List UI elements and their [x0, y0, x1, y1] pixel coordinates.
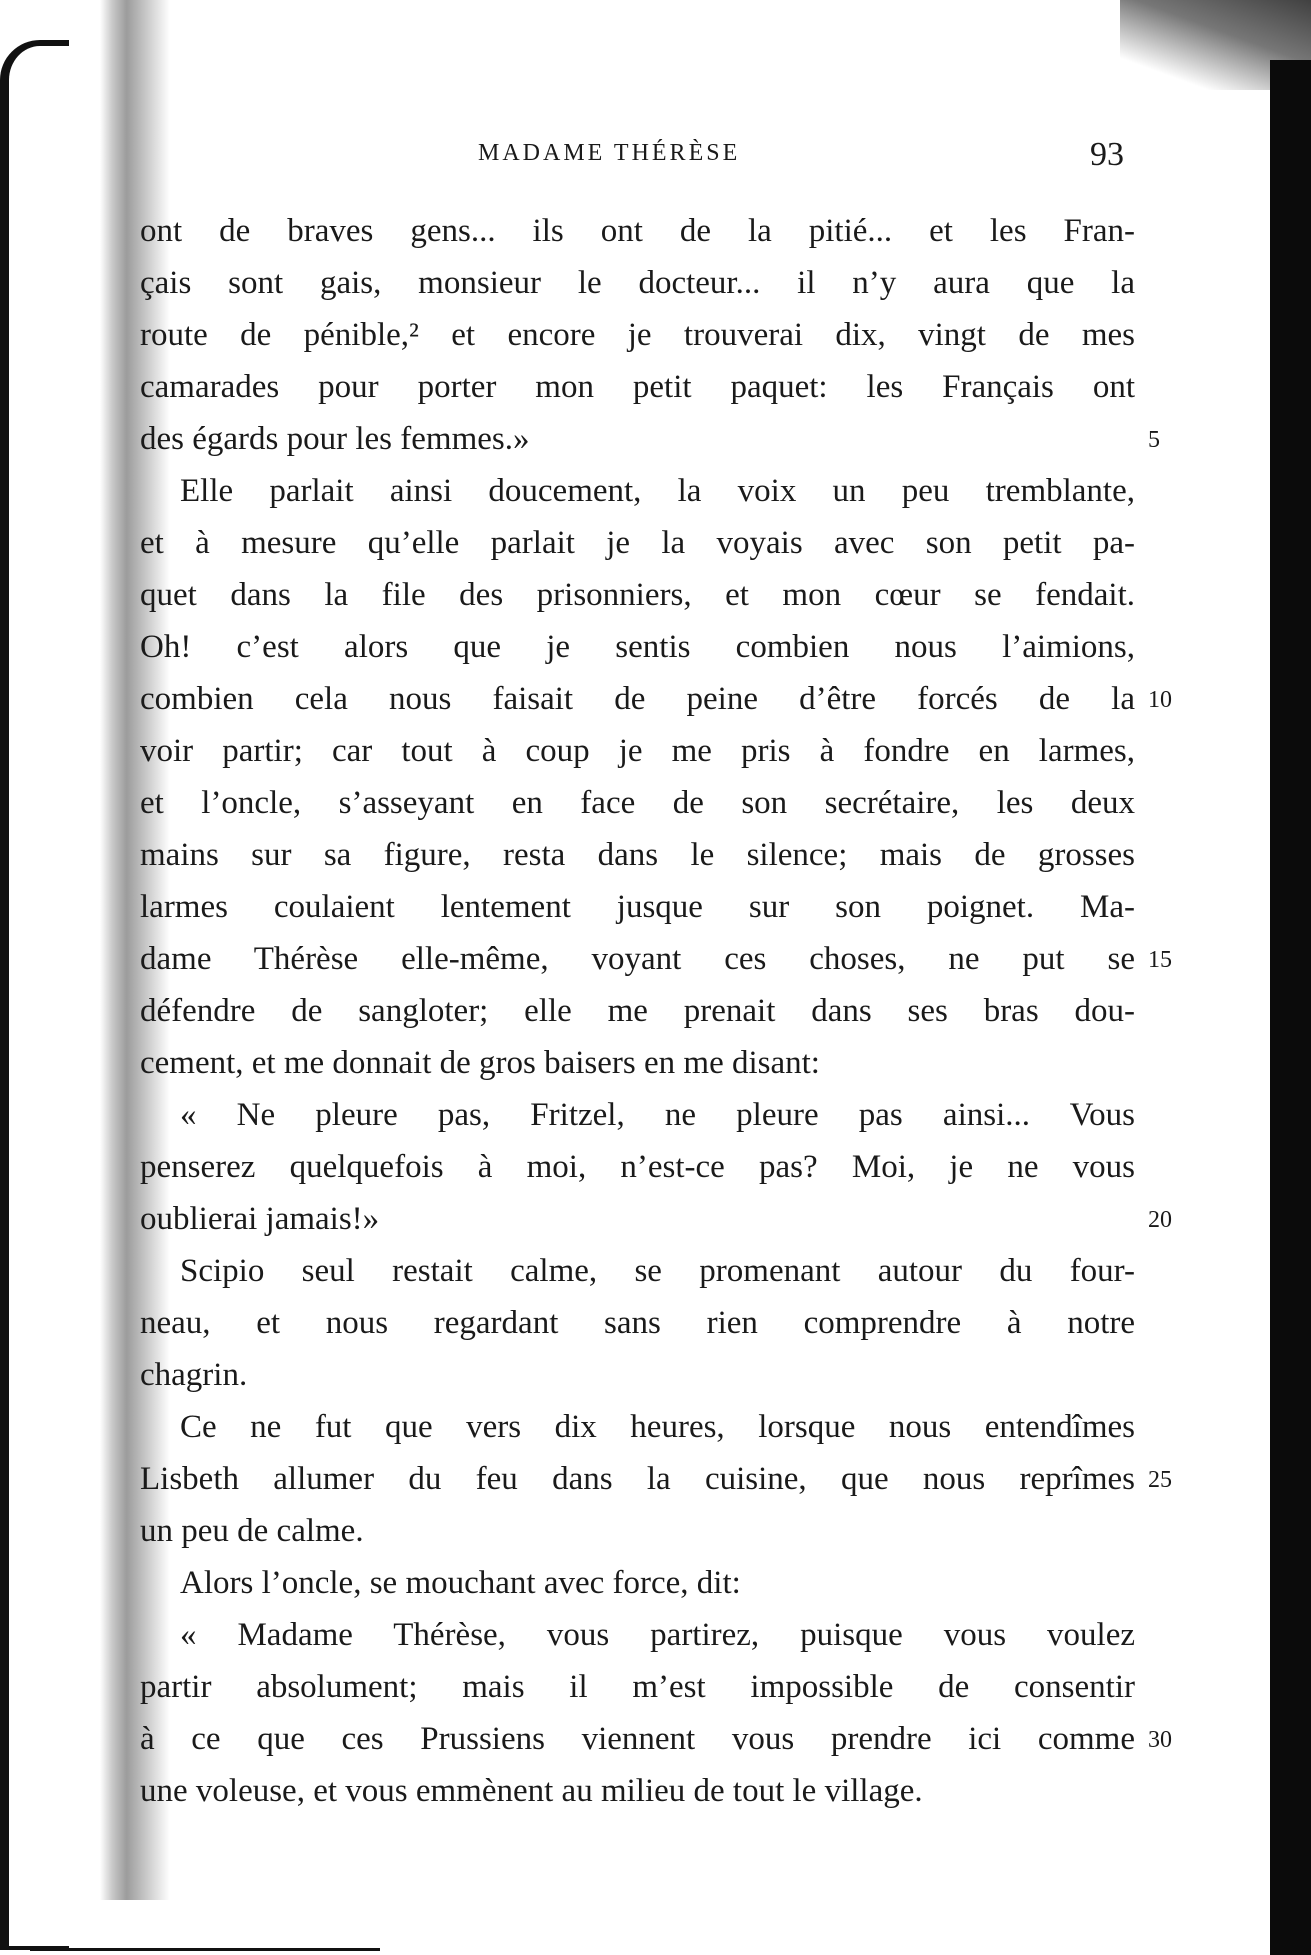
text-line [140, 465, 1135, 517]
text-line [140, 1245, 1135, 1297]
text-line [140, 621, 1135, 673]
line-number: 25 [1148, 1467, 1172, 1493]
text-line [140, 1609, 1135, 1661]
text-line-content: Scipio seul restait calme, se promenant autour du four- [180, 1253, 1135, 1289]
text-line-content: des égards pour les femmes.» [140, 421, 530, 457]
line-number: 15 [1148, 947, 1172, 973]
text-line-content: « Madame Thérèse, vous partirez, puisque vous voulez [180, 1617, 1135, 1653]
text-line [140, 725, 1135, 777]
text-line [140, 1089, 1135, 1141]
text-line-content: défendre de sangloter; elle me prenait dans ses bras dou- [140, 993, 1135, 1029]
text-line-content: Alors l’oncle, se mouchant avec force, dit: [180, 1565, 741, 1601]
text-line [140, 1661, 1135, 1713]
text-line-content: Oh! c’est alors que je sentis combien nous l’aimions, [140, 629, 1135, 665]
text-line-content: à ce que ces Prussiens viennent vous prendre ici comme [140, 1721, 1135, 1757]
text-line [140, 257, 1135, 309]
text-line-content: Elle parlait ainsi doucement, la voix un peu tremblante, [180, 473, 1135, 509]
page-number: 93 [1090, 136, 1124, 173]
text-line [140, 777, 1135, 829]
text-line-content: et l’oncle, s’asseyant en face de son secrétaire, les deux [140, 785, 1135, 821]
running-title: MADAME THÉRÈSE [478, 140, 741, 166]
text-line [140, 985, 1135, 1037]
text-line [140, 1193, 1135, 1245]
text-line [140, 881, 1135, 933]
text-line-content: ont de braves gens... ils ont de la pitié... et les Fran- [140, 213, 1135, 249]
line-number: 30 [1148, 1727, 1172, 1753]
text-line [140, 1765, 1135, 1817]
text-line [140, 517, 1135, 569]
text-line-content: un peu de calme. [140, 1513, 364, 1549]
text-line [140, 361, 1135, 413]
line-number: 10 [1148, 687, 1172, 713]
scan-edge-bar [1270, 60, 1311, 1955]
text-line [140, 413, 1135, 465]
text-line-content: chagrin. [140, 1357, 248, 1393]
text-line-content: mains sur sa figure, resta dans le silence; mais de grosses [140, 837, 1135, 873]
text-line-content: voir partir; car tout à coup je me pris à fondre en larmes, [140, 733, 1135, 769]
text-line-content: oublierai jamais!» [140, 1201, 380, 1237]
text-line-content: partir absolument; mais il m’est impossible de consentir [140, 1669, 1135, 1705]
text-line [140, 1037, 1135, 1089]
text-line-content: combien cela nous faisait de peine d’être forcés de la [140, 681, 1135, 717]
text-line-content: Lisbeth allumer du feu dans la cuisine, que nous reprîmes [140, 1461, 1135, 1497]
text-line-content: une voleuse, et vous emmènent au milieu de tout le village. [140, 1773, 923, 1809]
text-line [140, 1557, 1135, 1609]
text-line-content: neau, et nous regardant sans rien comprendre à notre [140, 1305, 1135, 1341]
text-line [140, 569, 1135, 621]
page-curve-edge [0, 40, 69, 1950]
page-bottom-edge [30, 1948, 380, 1951]
text-line [140, 1505, 1135, 1557]
text-line-content: « Ne pleure pas, Fritzel, ne pleure pas ainsi... Vous [180, 1097, 1135, 1133]
text-line [140, 309, 1135, 361]
text-line [140, 1401, 1135, 1453]
text-line [140, 1713, 1135, 1765]
text-line [140, 933, 1135, 985]
text-line-content: quet dans la file des prisonniers, et mon cœur se fendait. [140, 577, 1135, 613]
text-line-content: penserez quelquefois à moi, n’est-ce pas? Moi, je ne vous [140, 1149, 1135, 1185]
body-text [140, 205, 1135, 1817]
text-line [140, 1453, 1135, 1505]
text-line [140, 673, 1135, 725]
line-number: 5 [1148, 427, 1160, 453]
text-line-content: dame Thérèse elle-même, voyant ces choses, ne put se [140, 941, 1135, 977]
text-line-content: larmes coulaient lentement jusque sur son poignet. Ma- [140, 889, 1135, 925]
text-line-content: Ce ne fut que vers dix heures, lorsque nous entendîmes [180, 1409, 1135, 1445]
text-line-content: camarades pour porter mon petit paquet: les Français ont [140, 369, 1135, 405]
text-line [140, 205, 1135, 257]
text-line-content: et à mesure qu’elle parlait je la voyais avec son petit pa- [140, 525, 1135, 561]
text-line [140, 1141, 1135, 1193]
text-line-content: cement, et me donnait de gros baisers en me disant: [140, 1045, 820, 1081]
text-line [140, 1297, 1135, 1349]
text-line [140, 1349, 1135, 1401]
text-line [140, 829, 1135, 881]
text-line-content: route de pénible,² et encore je trouverai dix, vingt de mes [140, 317, 1135, 353]
text-line-content: çais sont gais, monsieur le docteur... il n’y aura que la [140, 265, 1135, 301]
line-number: 20 [1148, 1207, 1172, 1233]
